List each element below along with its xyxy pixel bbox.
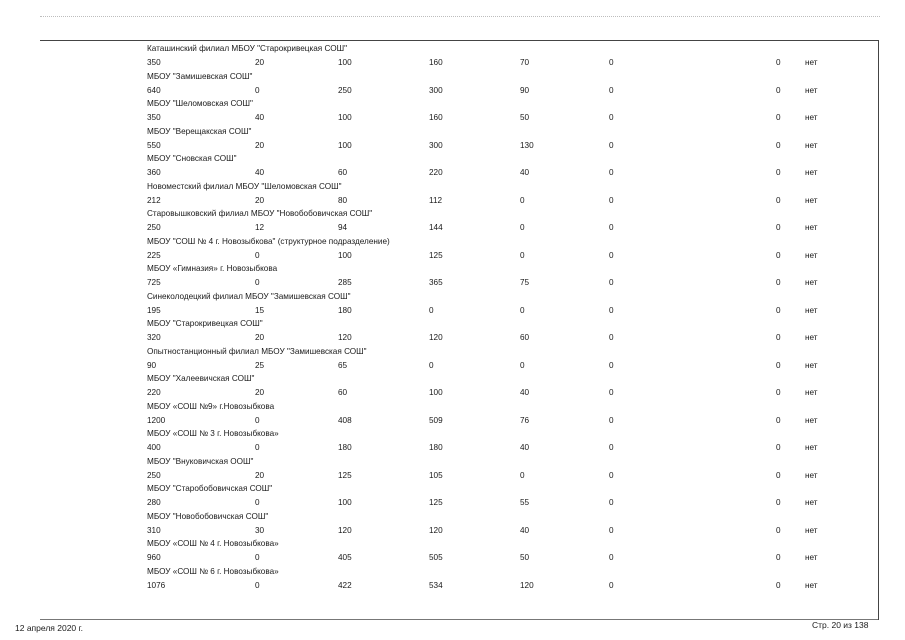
institution-name: Старовышковский филиал МБОУ "Новобобовичская СОШ": [147, 209, 373, 218]
cell-value-4: 534: [429, 580, 443, 590]
cell-value-5: 70: [520, 58, 530, 67]
table-row: [0, 292, 905, 320]
cell-flag: нет: [805, 443, 818, 452]
cell-value-3: 250: [338, 85, 352, 95]
cell-value-6: 0: [609, 553, 614, 562]
table-row: [0, 264, 905, 292]
cell-value-2: 20: [255, 58, 265, 67]
institution-name: МБОУ "Халеевичская СОШ": [147, 374, 255, 383]
cell-flag: нет: [805, 580, 818, 590]
cell-value-2: 40: [255, 113, 265, 122]
cell-capacity-total: 640: [147, 85, 161, 95]
cell-capacity-total: 310: [147, 525, 161, 535]
institution-name: МБОУ "СОШ № 4 г. Новозыбкова" (структурное подразделение): [147, 236, 390, 246]
cell-value-3: 180: [338, 305, 352, 315]
cell-capacity-total: 220: [147, 388, 161, 397]
cell-value-4: 300: [429, 85, 443, 95]
cell-value-3: 80: [338, 195, 348, 205]
cell-value-6: 0: [609, 113, 614, 122]
table-row: [0, 72, 905, 100]
cell-capacity-total: 1200: [147, 415, 166, 425]
cell-value-4: 509: [429, 415, 443, 425]
cell-value-3: 120: [338, 333, 352, 342]
cell-value-3: 94: [338, 223, 348, 232]
cell-capacity-total: 350: [147, 113, 161, 122]
cell-value-7: 0: [776, 333, 781, 342]
institution-name: МБОУ «Гимназия» г. Новозыбкова: [147, 264, 278, 273]
cell-value-7: 0: [776, 553, 781, 562]
cell-value-4: 0: [429, 305, 434, 315]
cell-flag: нет: [805, 305, 818, 315]
cell-value-2: 0: [255, 580, 260, 590]
cell-value-4: 125: [429, 250, 443, 260]
cell-value-6: 0: [609, 333, 614, 342]
cell-value-6: 0: [609, 580, 614, 590]
cell-value-7: 0: [776, 580, 781, 590]
cell-value-2: 40: [255, 168, 265, 177]
institution-name: МБОУ "Шеломовская СОШ": [147, 99, 253, 108]
table-row: [0, 99, 905, 127]
table-row: [0, 44, 905, 72]
cell-value-5: 50: [520, 113, 530, 122]
cell-capacity-total: 320: [147, 333, 161, 342]
cell-value-7: 0: [776, 388, 781, 397]
table-row: [0, 429, 905, 457]
cell-value-2: 0: [255, 553, 260, 562]
cell-flag: нет: [805, 388, 818, 397]
cell-value-5: 0: [520, 360, 525, 370]
cell-value-7: 0: [776, 305, 781, 315]
cell-value-6: 0: [609, 415, 614, 425]
cell-value-5: 0: [520, 223, 525, 232]
cell-value-2: 12: [255, 223, 265, 232]
cell-capacity-total: 280: [147, 498, 161, 507]
cell-value-4: 300: [429, 140, 443, 150]
table-row: [0, 374, 905, 402]
cell-value-6: 0: [609, 360, 614, 370]
cell-value-5: 50: [520, 553, 530, 562]
institution-name: МБОУ "Замишевская СОШ": [147, 71, 253, 81]
cell-value-3: 285: [338, 278, 352, 287]
institution-name: Опытностанционный филиал МБОУ "Замишевская СОШ": [147, 346, 367, 356]
cell-value-4: 100: [429, 388, 443, 397]
cell-value-6: 0: [609, 195, 614, 205]
cell-value-2: 0: [255, 85, 260, 95]
cell-value-4: 144: [429, 223, 443, 232]
cell-flag: нет: [805, 553, 818, 562]
cell-value-3: 125: [338, 470, 352, 480]
cell-flag: нет: [805, 333, 818, 342]
cell-flag: нет: [805, 470, 818, 480]
institution-name: МБОУ «СОШ №9» г.Новозыбкова: [147, 401, 275, 411]
cell-capacity-total: 400: [147, 443, 161, 452]
cell-value-5: 120: [520, 580, 534, 590]
institution-name: МБОУ "Новобобовичская СОШ": [147, 511, 269, 521]
cell-capacity-total: 350: [147, 58, 161, 67]
cell-flag: нет: [805, 498, 818, 507]
table-row: [0, 319, 905, 347]
footer-date: 12 апреля 2020 г.: [15, 623, 83, 633]
cell-value-2: 20: [255, 195, 265, 205]
cell-value-3: 120: [338, 525, 352, 535]
cell-value-4: 120: [429, 525, 443, 535]
table-row: [0, 567, 905, 595]
cell-value-3: 65: [338, 360, 348, 370]
table-row: [0, 237, 905, 265]
cell-value-6: 0: [609, 470, 614, 480]
cell-value-4: 160: [429, 58, 443, 67]
cell-value-7: 0: [776, 140, 781, 150]
cell-value-4: 112: [429, 195, 443, 205]
cell-value-4: 105: [429, 470, 443, 480]
cell-value-5: 130: [520, 140, 534, 150]
table-row: [0, 512, 905, 540]
cell-value-2: 0: [255, 443, 260, 452]
cell-capacity-total: 725: [147, 278, 161, 287]
table-row: [0, 154, 905, 182]
cell-value-5: 60: [520, 333, 530, 342]
cell-value-7: 0: [776, 223, 781, 232]
cell-capacity-total: 960: [147, 553, 161, 562]
cell-value-2: 20: [255, 470, 265, 480]
cell-value-3: 100: [338, 58, 352, 67]
cell-flag: нет: [805, 168, 818, 177]
cell-flag: нет: [805, 195, 818, 205]
cell-value-5: 40: [520, 525, 530, 535]
institution-name: МБОУ "Сновская СОШ": [147, 154, 237, 163]
cell-value-7: 0: [776, 415, 781, 425]
institution-name: МБОУ "Старобобовичская СОШ": [147, 484, 273, 493]
cell-value-6: 0: [609, 278, 614, 287]
records-list: [0, 44, 905, 594]
cell-value-7: 0: [776, 85, 781, 95]
institution-name: МБОУ «СОШ № 3 г. Новозыбкова»: [147, 429, 279, 438]
institution-name: МБОУ «СОШ № 4 г. Новозыбкова»: [147, 539, 279, 548]
cell-value-3: 100: [338, 113, 352, 122]
cell-value-6: 0: [609, 85, 614, 95]
cell-value-4: 160: [429, 113, 443, 122]
cell-flag: нет: [805, 360, 818, 370]
cell-value-3: 405: [338, 553, 352, 562]
institution-name: МБОУ "Верещакская СОШ": [147, 126, 252, 136]
cell-value-7: 0: [776, 250, 781, 260]
cell-value-3: 60: [338, 388, 348, 397]
table-row: [0, 209, 905, 237]
table-row: [0, 402, 905, 430]
cell-value-5: 75: [520, 278, 530, 287]
cell-flag: нет: [805, 278, 818, 287]
cell-flag: нет: [805, 415, 818, 425]
institution-name: Новоместский филиал МБОУ "Шеломовская СОШ": [147, 181, 342, 191]
cell-value-2: 0: [255, 415, 260, 425]
cell-value-7: 0: [776, 443, 781, 452]
cell-value-5: 40: [520, 388, 530, 397]
institution-name: МБОУ «СОШ № 6 г. Новозыбкова»: [147, 566, 279, 576]
page-bottom-rule: [40, 619, 878, 620]
cell-value-2: 20: [255, 140, 265, 150]
cell-value-7: 0: [776, 278, 781, 287]
cell-flag: нет: [805, 58, 818, 67]
cell-capacity-total: 90: [147, 360, 157, 370]
cell-value-5: 0: [520, 305, 525, 315]
cell-value-7: 0: [776, 168, 781, 177]
cell-value-5: 0: [520, 195, 525, 205]
cell-value-5: 76: [520, 415, 530, 425]
cell-value-6: 0: [609, 388, 614, 397]
cell-value-2: 20: [255, 333, 265, 342]
cell-value-6: 0: [609, 58, 614, 67]
cell-flag: нет: [805, 85, 818, 95]
cell-value-4: 505: [429, 553, 443, 562]
cell-value-4: 365: [429, 278, 443, 287]
cell-value-3: 60: [338, 168, 348, 177]
table-row: [0, 484, 905, 512]
cell-value-5: 40: [520, 168, 530, 177]
cell-value-2: 0: [255, 278, 260, 287]
institution-name: МБОУ "Внуковичская ООШ": [147, 456, 254, 466]
cell-value-2: 0: [255, 498, 260, 507]
cell-capacity-total: 360: [147, 168, 161, 177]
cell-value-4: 220: [429, 168, 443, 177]
table-row: [0, 347, 905, 375]
cell-value-3: 180: [338, 443, 352, 452]
cell-value-7: 0: [776, 113, 781, 122]
cell-value-6: 0: [609, 305, 614, 315]
cell-value-4: 120: [429, 333, 443, 342]
table-row: [0, 127, 905, 155]
cell-flag: нет: [805, 525, 818, 535]
cell-value-5: 90: [520, 85, 530, 95]
table-row: [0, 539, 905, 567]
cell-capacity-total: 550: [147, 140, 161, 150]
cell-value-5: 40: [520, 443, 530, 452]
cell-value-2: 20: [255, 388, 265, 397]
cell-value-2: 30: [255, 525, 265, 535]
cell-value-6: 0: [609, 443, 614, 452]
cell-value-3: 100: [338, 140, 352, 150]
cell-value-7: 0: [776, 195, 781, 205]
cell-flag: нет: [805, 140, 818, 150]
cell-value-5: 0: [520, 250, 525, 260]
cell-value-6: 0: [609, 498, 614, 507]
cell-capacity-total: 212: [147, 195, 161, 205]
scan-artifact-line: [40, 16, 880, 18]
cell-flag: нет: [805, 250, 818, 260]
cell-value-7: 0: [776, 360, 781, 370]
cell-value-6: 0: [609, 223, 614, 232]
cell-value-2: 0: [255, 250, 260, 260]
cell-flag: нет: [805, 113, 818, 122]
cell-value-2: 25: [255, 360, 265, 370]
cell-value-5: 0: [520, 470, 525, 480]
table-row: [0, 457, 905, 485]
footer-page-number: Стр. 20 из 138: [812, 620, 869, 630]
institution-name: МБОУ "Старокривецкая СОШ": [147, 319, 263, 328]
cell-capacity-total: 225: [147, 250, 161, 260]
cell-value-4: 125: [429, 498, 443, 507]
cell-value-7: 0: [776, 58, 781, 67]
cell-value-3: 422: [338, 580, 352, 590]
cell-value-3: 408: [338, 415, 352, 425]
cell-flag: нет: [805, 223, 818, 232]
cell-value-4: 0: [429, 360, 434, 370]
cell-value-2: 15: [255, 305, 265, 315]
institution-name: Синеколодецкий филиал МБОУ "Замишевская СОШ": [147, 291, 351, 301]
cell-value-3: 100: [338, 250, 352, 260]
cell-value-6: 0: [609, 525, 614, 535]
cell-value-6: 0: [609, 140, 614, 150]
cell-capacity-total: 250: [147, 470, 161, 480]
cell-capacity-total: 1076: [147, 580, 166, 590]
table-row: [0, 182, 905, 210]
cell-value-7: 0: [776, 498, 781, 507]
cell-value-5: 55: [520, 498, 530, 507]
cell-value-7: 0: [776, 470, 781, 480]
cell-capacity-total: 195: [147, 305, 161, 315]
institution-name: Каташинский филиал МБОУ "Старокривецкая СОШ": [147, 44, 348, 53]
cell-value-3: 100: [338, 498, 352, 507]
cell-value-6: 0: [609, 250, 614, 260]
cell-value-7: 0: [776, 525, 781, 535]
cell-value-6: 0: [609, 168, 614, 177]
cell-value-4: 180: [429, 443, 443, 452]
cell-capacity-total: 250: [147, 223, 161, 232]
